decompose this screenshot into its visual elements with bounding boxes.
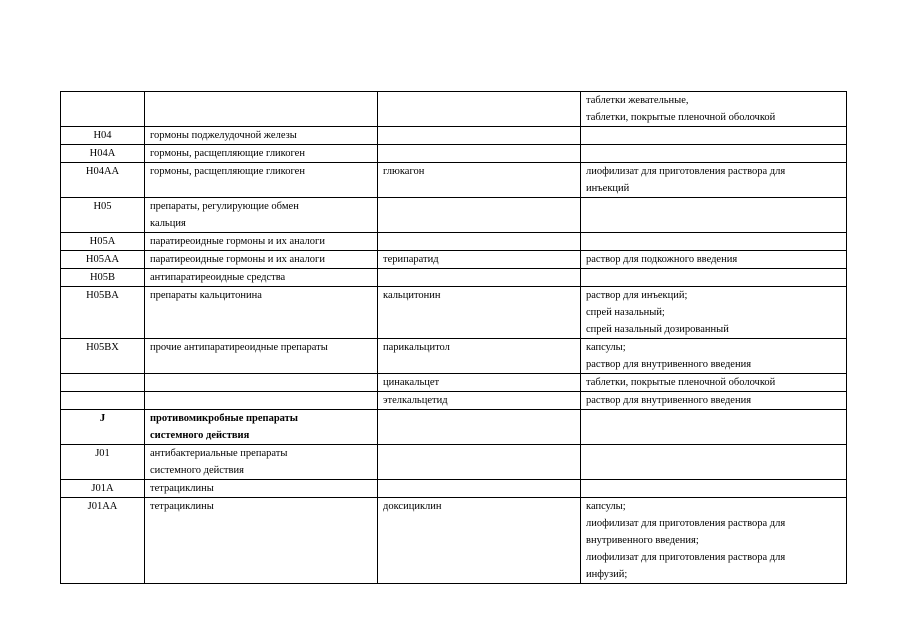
- dosage-form-line: капсулы;: [586, 501, 626, 512]
- group-name-cell: [145, 445, 378, 480]
- atc-code-cell: H04A: [61, 145, 145, 163]
- group-name-line: препараты, регулирующие обмен: [150, 201, 299, 212]
- group-name-text: тетрациклины: [150, 483, 214, 494]
- drug-name-cell: цинакальцет: [378, 374, 581, 392]
- group-name-text: паратиреоидные гормоны и их аналоги: [150, 236, 325, 247]
- group-name-text: тетрациклины: [150, 501, 214, 512]
- group-name-cell: [145, 287, 378, 339]
- dosage-forms-cell: [581, 251, 847, 269]
- dosage-form-line: лиофилизат для приготовления раствора для: [586, 518, 786, 529]
- atc-code-cell: [61, 374, 145, 392]
- atc-code-cell: J01A: [61, 480, 145, 498]
- table-row: [61, 145, 847, 163]
- dosage-forms-cell: [581, 445, 847, 480]
- group-name-cell: [145, 374, 378, 392]
- atc-code-cell: H05BX: [61, 339, 145, 374]
- drug-name-cell: [378, 92, 581, 127]
- dosage-forms-cell: [581, 339, 847, 374]
- empty-line: [586, 410, 841, 427]
- drug-name-cell: [378, 480, 581, 498]
- table-row: [61, 127, 847, 145]
- dosage-forms-cell: [581, 287, 847, 339]
- dosage-form-line: раствор для инъекций;: [586, 290, 688, 301]
- drug-name-cell: кальцитонин: [378, 287, 581, 339]
- group-name-cell: [145, 339, 378, 374]
- drug-name-cell: этелкальцетид: [378, 392, 581, 410]
- dosage-form-line: спрей назальный дозированный: [586, 324, 729, 335]
- atc-code-cell: J01: [61, 445, 145, 480]
- table-row: [61, 269, 847, 287]
- dosage-form-line: таблетки, покрытые пленочной оболочкой: [586, 112, 776, 123]
- atc-code-cell: H05: [61, 198, 145, 233]
- atc-code-cell: H05BA: [61, 287, 145, 339]
- drug-name-cell: [378, 198, 581, 233]
- table-row: [61, 251, 847, 269]
- table-body: [61, 92, 847, 584]
- group-name-cell: [145, 480, 378, 498]
- table-row: [61, 287, 847, 339]
- group-name-line: системного действия: [150, 430, 250, 441]
- group-name-cell: [145, 251, 378, 269]
- table-row: [61, 392, 847, 410]
- empty-line: [586, 269, 841, 286]
- table-row: [61, 445, 847, 480]
- table-row: [61, 198, 847, 233]
- dosage-forms-cell: [581, 163, 847, 198]
- group-name-cell: [145, 392, 378, 410]
- empty-line: [586, 145, 841, 162]
- drug-name-cell: [378, 233, 581, 251]
- dosage-form-line: раствор для внутривенного введения: [586, 359, 752, 370]
- atc-code-cell: J: [61, 410, 145, 445]
- dosage-form-line: таблетки, покрытые пленочной оболочкой: [586, 377, 776, 388]
- dosage-form-line: капсулы;: [586, 342, 626, 353]
- empty-line: [586, 233, 841, 250]
- group-name-cell: [145, 198, 378, 233]
- drug-name-cell: глюкагон: [378, 163, 581, 198]
- group-name-cell: [145, 145, 378, 163]
- atc-code-cell: H05A: [61, 233, 145, 251]
- atc-code-cell: [61, 392, 145, 410]
- dosage-form-line: инфузий;: [586, 569, 628, 580]
- table-row: [61, 498, 847, 584]
- drug-name-cell: парикальцитол: [378, 339, 581, 374]
- group-name-line: антибактериальные препараты: [150, 448, 288, 459]
- group-name-text: антипаратиреоидные средства: [150, 272, 286, 283]
- dosage-forms-cell: [581, 127, 847, 145]
- dosage-forms-cell: [581, 410, 847, 445]
- table-row: [61, 339, 847, 374]
- dosage-form-line: лиофилизат для приготовления раствора для: [586, 552, 786, 563]
- dosage-forms-cell: [581, 198, 847, 233]
- dosage-forms-cell: [581, 145, 847, 163]
- drug-classification-table: [60, 91, 847, 584]
- empty-line: [586, 445, 841, 462]
- drug-name-cell: [378, 269, 581, 287]
- group-name-cell: [145, 410, 378, 445]
- group-name-text: гормоны, расщепляющие гликоген: [150, 148, 305, 159]
- group-name-line: системного действия: [150, 465, 244, 476]
- empty-line: [586, 198, 841, 215]
- dosage-form-line: раствор для внутривенного введения: [586, 395, 752, 406]
- group-name-line: кальция: [150, 218, 186, 229]
- group-name-cell: [145, 498, 378, 584]
- drug-name-cell: [378, 145, 581, 163]
- atc-code-cell: H05B: [61, 269, 145, 287]
- drug-name-cell: доксициклин: [378, 498, 581, 584]
- empty-line: [586, 480, 841, 497]
- drug-name-cell: [378, 127, 581, 145]
- empty-line: [586, 127, 841, 144]
- dosage-forms-cell: [581, 498, 847, 584]
- table-row: [61, 163, 847, 198]
- atc-code-cell: J01AA: [61, 498, 145, 584]
- table-row: [61, 374, 847, 392]
- drug-name-cell: терипаратид: [378, 251, 581, 269]
- dosage-forms-cell: [581, 392, 847, 410]
- dosage-form-line: спрей назальный;: [586, 307, 665, 318]
- group-name-line: противомикробные препараты: [150, 413, 299, 424]
- drug-name-cell: [378, 445, 581, 480]
- dosage-forms-cell: [581, 374, 847, 392]
- group-name-cell: [145, 163, 378, 198]
- atc-code-cell: H05AA: [61, 251, 145, 269]
- table-row: [61, 233, 847, 251]
- dosage-forms-cell: [581, 480, 847, 498]
- dosage-form-line: раствор для подкожного введения: [586, 254, 738, 265]
- group-name-text: гормоны, расщепляющие гликоген: [150, 166, 305, 177]
- dosage-form-line: инъекций: [586, 183, 630, 194]
- group-name-cell: [145, 269, 378, 287]
- group-name-cell: [145, 127, 378, 145]
- group-name-text: гормоны поджелудочной железы: [150, 130, 297, 141]
- dosage-form-line: таблетки жевательные,: [586, 95, 689, 106]
- group-name-cell: [145, 92, 378, 127]
- atc-code-cell: H04AA: [61, 163, 145, 198]
- dosage-form-line: внутривенного введения;: [586, 535, 699, 546]
- dosage-forms-cell: [581, 233, 847, 251]
- group-name-text: паратиреоидные гормоны и их аналоги: [150, 254, 325, 265]
- atc-code-cell: H04: [61, 127, 145, 145]
- table-row: [61, 410, 847, 445]
- group-name-text: прочие антипаратиреоидные препараты: [150, 342, 328, 353]
- table-row: [61, 92, 847, 127]
- table-row: [61, 480, 847, 498]
- atc-code-cell: [61, 92, 145, 127]
- dosage-form-line: лиофилизат для приготовления раствора для: [586, 166, 786, 177]
- dosage-forms-cell: [581, 92, 847, 127]
- dosage-forms-cell: [581, 269, 847, 287]
- group-name-cell: [145, 233, 378, 251]
- drug-name-cell: [378, 410, 581, 445]
- group-name-text: препараты кальцитонина: [150, 290, 262, 301]
